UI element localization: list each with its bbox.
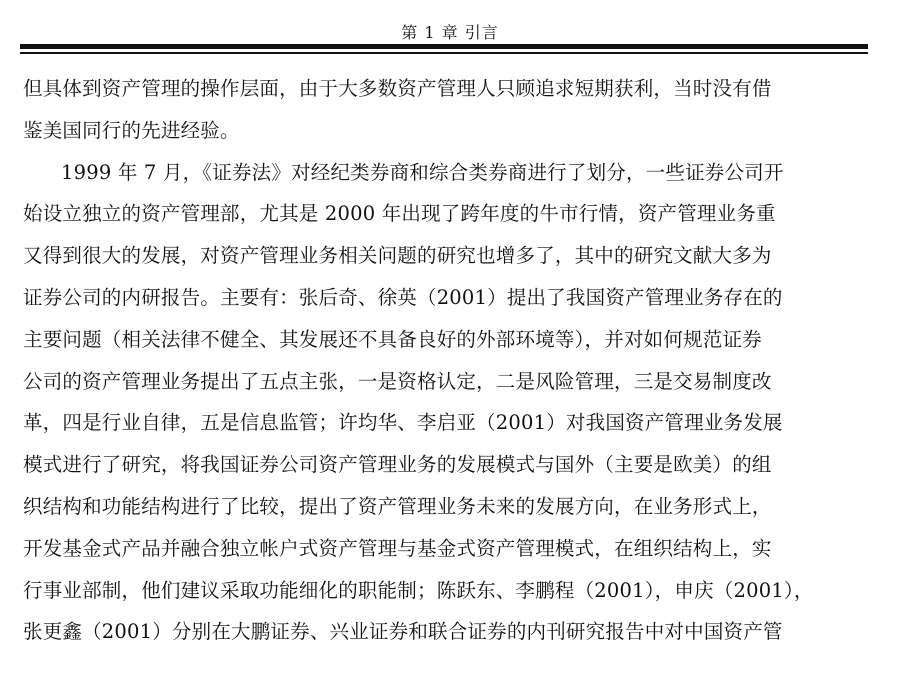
text-line: 公司的资产管理业务提出了五点主张，一是资格认定，二是风险管理，三是交易制度改 (23, 369, 772, 393)
text-line: 革，四是行业自律，五是信息监管；许均华、李启亚（2001）对我国资产管理业务发展 (23, 411, 783, 435)
text-line: 始设立独立的资产管理部，尤其是 2000 年出现了跨年度的牛市行情，资产管理业务重 (23, 202, 776, 226)
text-line: 鉴美国同行的先进经验。 (23, 118, 240, 142)
chapter-header: 第 1 章 引言 (401, 23, 499, 42)
header-rule-thick (20, 44, 868, 49)
body-text (23, 70, 863, 655)
text-line: 模式进行了研究，将我国证券公司资产管理业务的发展模式与国外（主要是欧美）的组 (23, 453, 772, 477)
text-line: 张更鑫（2001）分别在大鹏证券、兴业证券和联合证券的内刊研究报告中对中国资产管 (23, 620, 783, 644)
header-rule-thin (20, 52, 868, 54)
text-line: 主要问题（相关法律不健全、其发展还不具备良好的外部环境等），并对如何规范证券 (23, 327, 762, 351)
text-line: 又得到很大的发展，对资产管理业务相关问题的研究也增多了，其中的研究文献大多为 (23, 244, 772, 268)
text-line: 织结构和功能结构进行了比较，提出了资产管理业务未来的发展方向，在业务形式上， (23, 494, 772, 518)
text-line: 证券公司的内研报告。主要有：张后奇、徐英（2001）提出了我国资产管理业务存在的 (23, 285, 783, 309)
text-line: 行事业部制，他们建议采取功能细化的职能制；陈跃东、李鹏程（2001），申庆（2001）， (23, 578, 814, 602)
text-line: 开发基金式产品并融合独立帐户式资产管理与基金式资产管理模式，在组织结构上，实 (23, 536, 772, 560)
text-line-paragraph-start: 1999 年 7 月，《证券法》对经纪类券商和综合类券商进行了划分，一些证券公司开 (61, 160, 784, 184)
text-line: 但具体到资产管理的操作层面，由于大多数资产管理人只顾追求短期获利，当时没有借 (23, 77, 772, 100)
